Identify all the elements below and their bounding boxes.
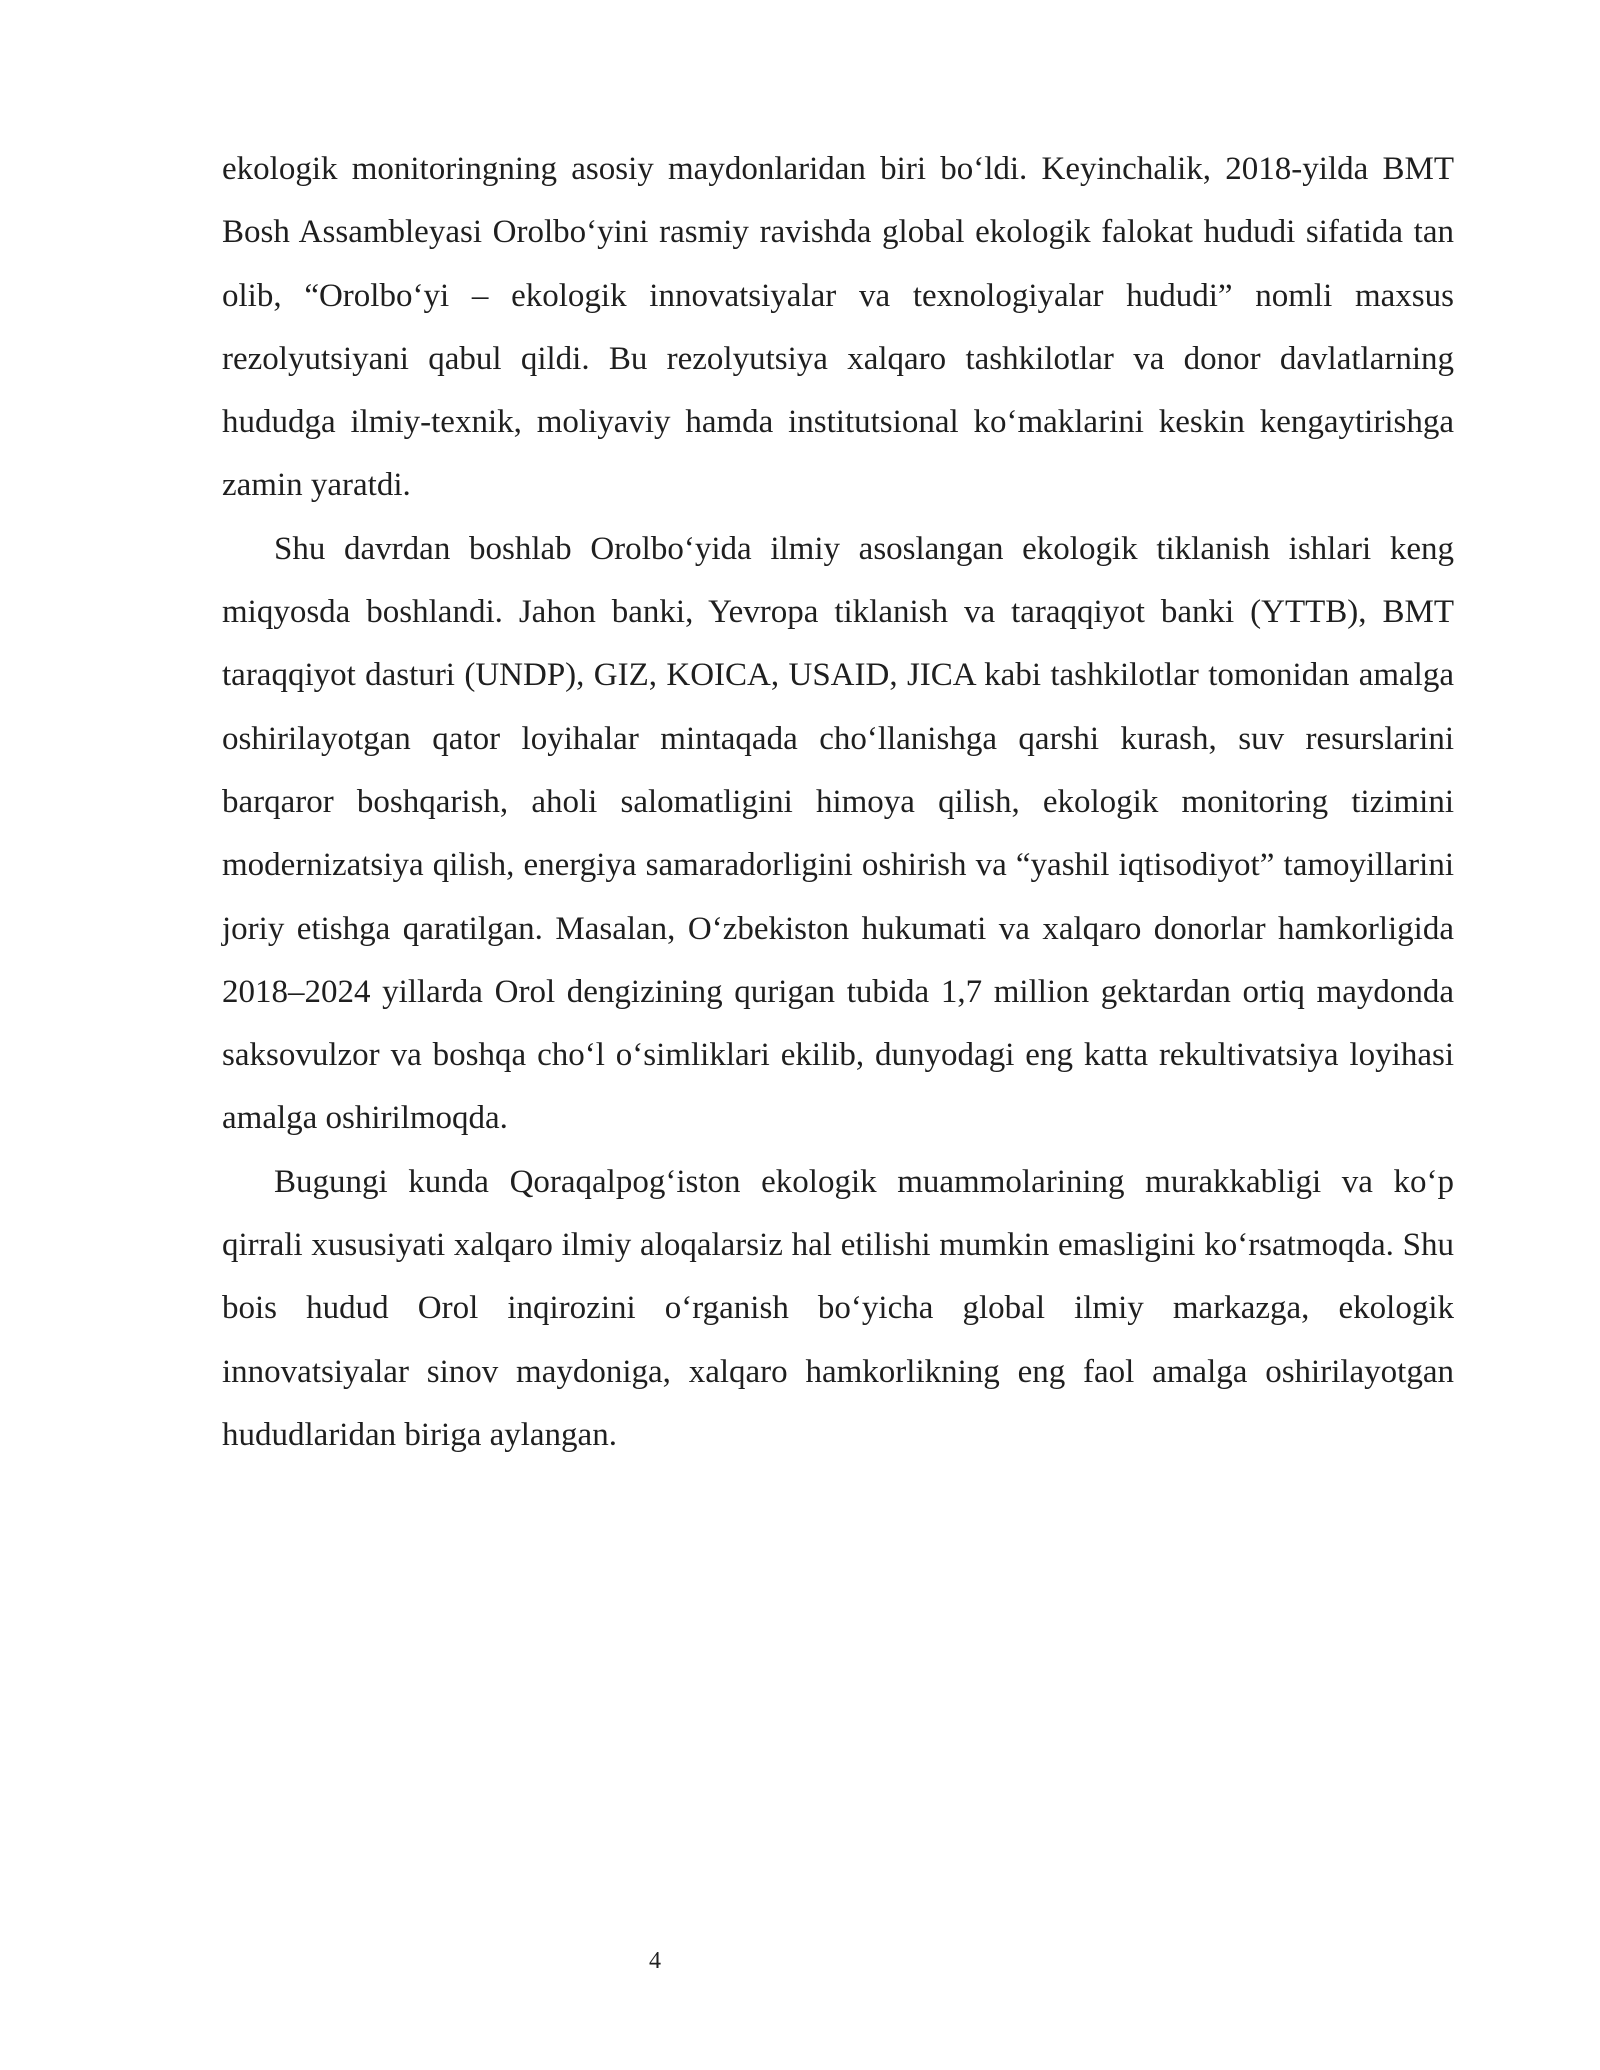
body-text [222,138,1454,1467]
page-number: 4 [649,1948,661,1974]
paragraph-1: ekologik monitoringning asosiy maydonlaridan biri boʻldi. Keyinchalik, 2018-yilda BMT Bosh Assambleyasi Orolboʻyini rasmiy ravishda global ekologik falokat hududi sifatida tan olib, “Orolboʻyi – ekologik innovatsiyalar va texnologiyalar hududi” nomli maxsus rezolyutsiyani qabul qildi. Bu rezolyutsiya xalqaro tashkilotlar va donor davlatlarning hududga ilmiy-texnik, moliyaviy hamda institutsional koʻmaklarini keskin kengaytirishga zamin yaratdi. [222,151,1454,504]
paragraph-3: Bugungi kunda Qoraqalpogʻiston ekologik muammolarining murakkabligi va koʻp qirrali xususiyati xalqaro ilmiy aloqalarsiz hal etilishi mumkin emasligini koʻrsatmoqda. Shu bois hudud Orol inqirozini oʻrganish boʻyicha global ilmiy markazga, ekologik innovatsiyalar sinov maydoniga, xalqaro hamkorlikning eng faol amalga oshirilayotgan hududlaridan biriga aylangan. [222,1163,1454,1453]
paragraph-2: Shu davrdan boshlab Orolboʻyida ilmiy asoslangan ekologik tiklanish ishlari keng miqyosda boshlandi. Jahon banki, Yevropa tiklanish va taraqqiyot banki (YTTB), BMT taraqqiyot dasturi (UNDP), GIZ, KOICA, USAID, JICA kabi tashkilotlar tomonidan amalga oshirilayotgan qator loyihalar mintaqada choʻllanishga qarshi kurash, suv resurslarini barqaror boshqarish, aholi salomatligini himoya qilish, ekologik monitoring tizimini modernizatsiya qilish, energiya samaradorligini oshirish va “yashil iqtisodiyot” tamoyillarini joriy etishga qaratilgan. Masalan, Oʻzbekiston hukumati va xalqaro donorlar hamkorligida 2018–2024 yillarda Orol dengizining qurigan tubida 1,7 million gektardan ortiq maydonda saksovulzor va boshqa choʻl oʻsimliklari ekilib, dunyodagi eng katta rekultivatsiya loyihasi amalga oshirilmoqda. [222,530,1454,1137]
